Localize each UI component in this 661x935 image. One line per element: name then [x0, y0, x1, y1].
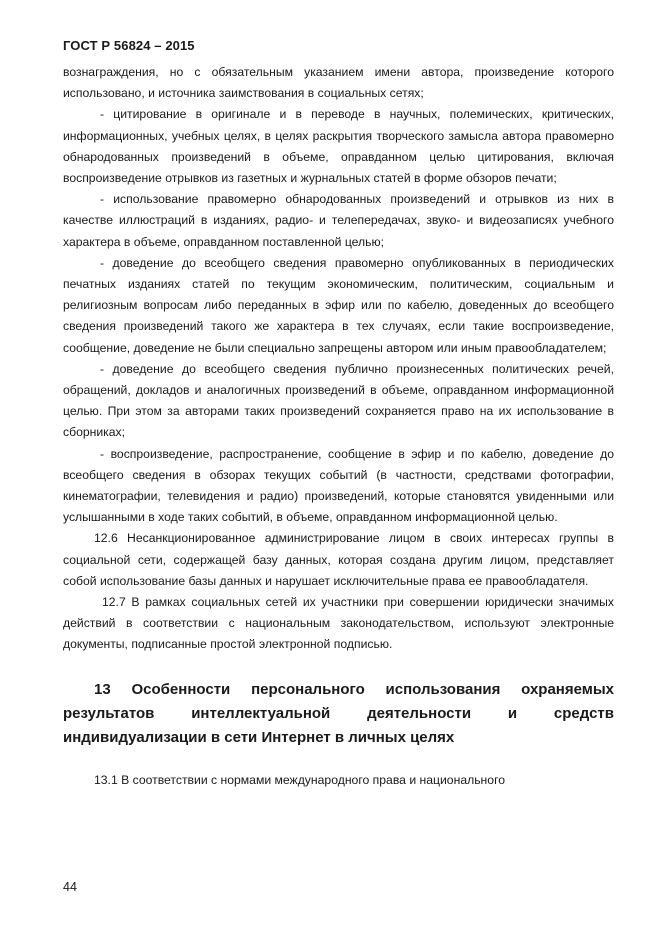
list-item: - воспроизведение, распространение, сообщение в эфир и по кабелю, доведение до всеобщего сведения в обзорах текущих событий (в частности, средствами фотографии, кинематографии, телевидения и радио) произведений, которые становятся увиденными или услышанными в ходе таких событий, в объеме, оправданном информационной целью.	[63, 446, 614, 525]
list-item: - доведение до всеобщего сведения правомерно опубликованных в периодических печатных изданиях статей по текущим экономическим, политическим, социальным и религиозным вопросам либо переданных в эфир или по кабелю, доведенных до всеобщего сведения произведений такого же характера в тех случаях, если такие воспроизведение, сообщение, доведение не были специально запрещены автором или иным правообладателем;	[63, 255, 614, 355]
page-number: 44	[63, 880, 77, 894]
document-header: ГОСТ Р 56824 – 2015	[63, 38, 195, 53]
document-body	[63, 62, 614, 791]
clause-12-6: 12.6 Несанкционированное администрирование лицом в своих интересах группы в социальной сети, содержащей базу данных, которая создана другим лицом, представляет собой использование базы данных и нарушает исключительные права ее правообладателя.	[63, 531, 614, 588]
clause-13-1: 13.1 В соответствии с нормами международного права и национального	[94, 772, 506, 787]
list-item: - доведение до всеобщего сведения публично произнесенных политических речей, обращений, докладов и аналогичных произведений в объеме, оправданном информационной целью. При этом за авторами таких произведений сохраняется право на их использование в сборниках;	[63, 361, 614, 440]
section-13-heading: 13 Особенности персонального использования охраняемых результатов интеллектуальной деятельности и средств индивидуализации в сети Интернет в личных целях	[63, 680, 614, 746]
paragraph-continuation: вознаграждения, но с обязательным указанием имени автора, произведение которого использовано, и источника заимствования в социальных сетях;	[63, 65, 614, 101]
list-item: - использование правомерно обнародованных произведений и отрывков из них в качестве иллюстраций в изданиях, радио- и телепередачах, звуко- и видеозаписях учебного характера в объеме, оправданном поставленной целью;	[63, 192, 614, 249]
list-item: - цитирование в оригинале и в переводе в научных, полемических, критических, информационных, учебных целях, в целях раскрытия творческого замысла автора правомерно обнародованных произведений в объеме, оправданном целью цитирования, включая воспроизведение отрывков из газетных и журнальных статей в форме обзоров печати;	[63, 107, 614, 186]
clause-12-7: 12.7 В рамках социальных сетей их участники при совершении юридически значимых действий в соответствии с национальным законодательством, используют электронные документы, подписанные простой электронной подписью.	[63, 595, 614, 652]
